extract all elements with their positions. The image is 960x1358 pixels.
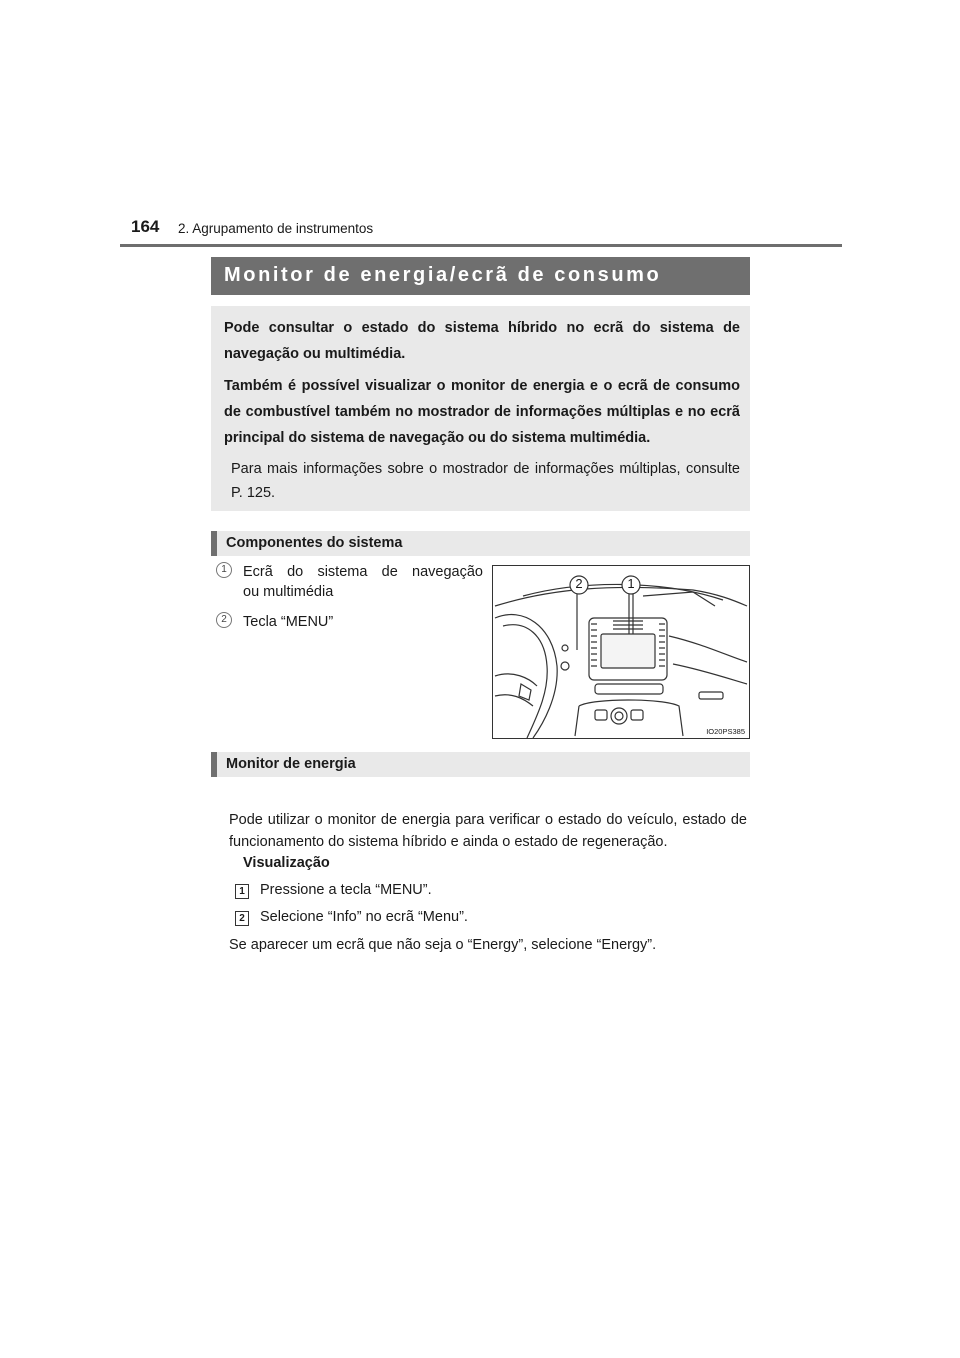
- component-2-label: Tecla “MENU”: [243, 614, 334, 630]
- energy-monitor-description: Pode utilizar o monitor de energia para verificar o estado do veículo, estado de funcionamento do sistema híbrido e ainda o estado de regeneração.: [229, 812, 747, 850]
- component-number-2: 2: [216, 612, 232, 628]
- section-title: Monitor de energia/ecrã de consumo: [211, 257, 750, 295]
- dashboard-illustration: [493, 566, 749, 738]
- figure-callout-1: 1: [627, 576, 635, 591]
- step-2-text: Selecione “Info” no ecrã “Menu”.: [260, 909, 468, 925]
- figure-code: IO20PS385: [706, 727, 745, 736]
- intro-box: [211, 306, 750, 511]
- display-label: Visualização: [243, 855, 330, 871]
- component-number-1: 1: [216, 562, 232, 578]
- figure-callout-2: 2: [575, 576, 583, 591]
- intro-note: Para mais informações sobre o mostrador de informações múltiplas, consulte P. 125.: [231, 461, 740, 501]
- energy-footer-note: Se aparecer um ecrã que não seja o “Energy”, selecione “Energy”.: [229, 937, 657, 953]
- component-1-line2: ou multimédia: [243, 584, 334, 600]
- components-heading: Componentes do sistema: [211, 531, 750, 556]
- energy-monitor-heading: Monitor de energia: [211, 752, 750, 777]
- component-1-line1: Ecrã do sistema de navegação: [243, 564, 483, 580]
- step-number-1: 1: [235, 884, 249, 899]
- chapter-title: 2. Agrupamento de instrumentos: [178, 221, 374, 236]
- header-divider: [120, 244, 842, 247]
- intro-paragraph-1: Pode consultar o estado do sistema híbrido no ecrã do sistema de navegação ou multimédia.: [224, 320, 740, 362]
- step-1-text: Pressione a tecla “MENU”.: [260, 882, 432, 898]
- step-number-2: 2: [235, 911, 249, 926]
- page-number: 164: [131, 217, 160, 236]
- dashboard-figure: [492, 565, 750, 739]
- intro-paragraph-2: Também é possível visualizar o monitor de energia e o ecrã de consumo de combustível também no mostrador de informações múltiplas e no ecrã principal do sistema de navegação ou do sistema multimédia.: [224, 378, 740, 446]
